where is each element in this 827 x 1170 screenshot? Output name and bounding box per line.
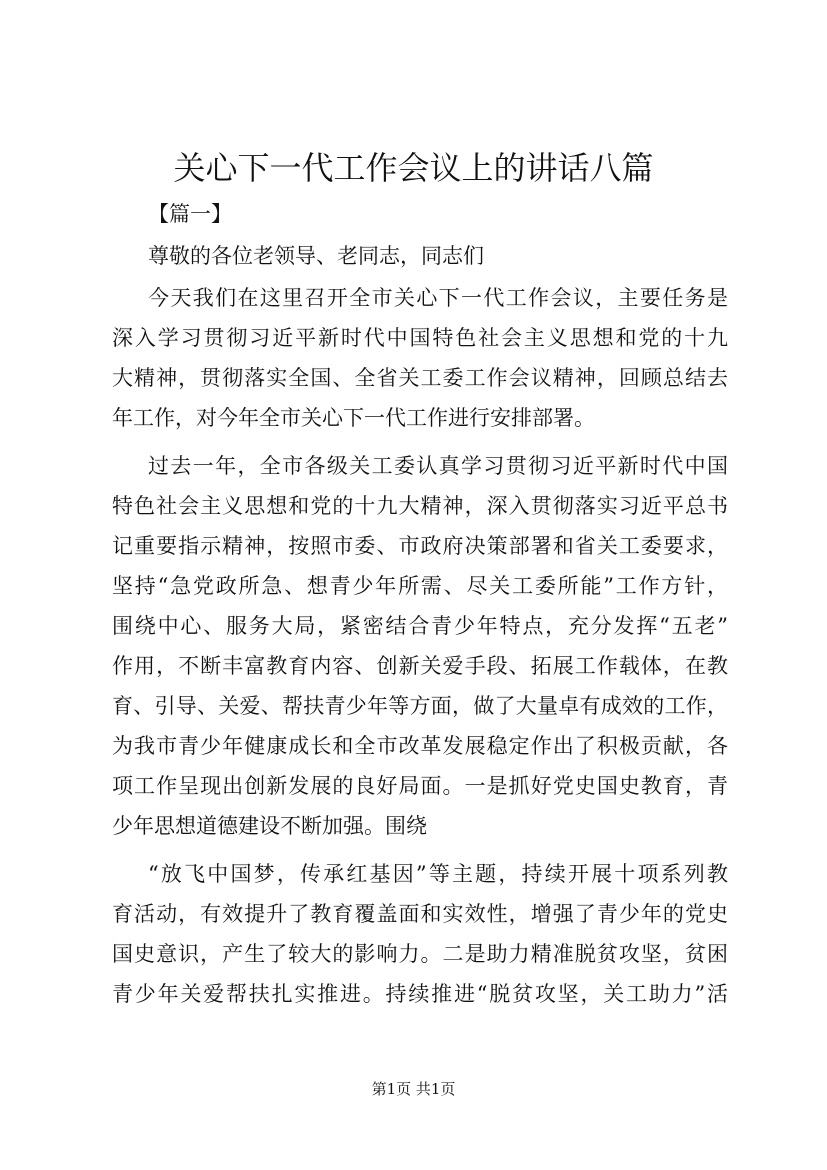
paragraph-line: 大精神，贯彻落实全国、全省关工委工作会议精神，回顾总结去 [112, 366, 728, 390]
document-title: 关心下一代工作会议上的讲话八篇 [173, 149, 654, 187]
paragraph-line: 坚持“急党政所急、想青少年所需、尽关工委所能”工作方针， [112, 574, 728, 598]
page-footer: 第1页 共1页 [371, 1080, 456, 1098]
paragraph-line: 记重要指示精神，按照市委、市政府决策部署和省关工委要求， [112, 534, 728, 558]
paragraph-line: 作用，不断丰富教育内容、创新关爱手段、拓展工作载体，在教 [112, 654, 728, 678]
paragraph-line: 项工作呈现出创新发展的良好局面。一是抓好党史国史教育，青 [112, 774, 728, 798]
paragraph-line: 少年思想道德建设不断加强。围绕 [112, 814, 427, 838]
salutation-line: 尊敬的各位老领导、老同志，同志们 [148, 244, 484, 268]
paragraph-line: 青少年关爱帮扶扎实推进。持续推进“脱贫攻坚，关工助力”活 [112, 982, 728, 1006]
paragraph-line: 育、引导、关爱、帮扶青少年等方面，做了大量卓有成效的工作， [112, 694, 728, 718]
paragraph-line: 今天我们在这里召开全市关心下一代工作会议，主要任务是 [148, 286, 728, 310]
paragraph-line: 特色社会主义思想和党的十九大精神，深入贯彻落实习近平总书 [112, 494, 728, 518]
paragraph-line: 围绕中心、服务大局，紧密结合青少年特点，充分发挥“五老” [112, 614, 728, 638]
section-label: 【篇一】 [148, 202, 232, 226]
paragraph-line: “放飞中国梦，传承红基因”等主题，持续开展十项系列教 [148, 862, 728, 886]
paragraph-line: 育活动，有效提升了教育覆盖面和实效性，增强了青少年的党史 [112, 902, 728, 926]
paragraph-line: 为我市青少年健康成长和全市改革发展稳定作出了积极贡献，各 [112, 734, 728, 758]
paragraph-line: 深入学习贯彻习近平新时代中国特色社会主义思想和党的十九 [112, 326, 728, 350]
paragraph-line: 年工作，对今年全市关心下一代工作进行安排部署。 [112, 406, 595, 430]
paragraph-line: 国史意识，产生了较大的影响力。二是助力精准脱贫攻坚，贫困 [112, 942, 728, 966]
paragraph-line: 过去一年，全市各级关工委认真学习贯彻习近平新时代中国 [148, 454, 728, 478]
